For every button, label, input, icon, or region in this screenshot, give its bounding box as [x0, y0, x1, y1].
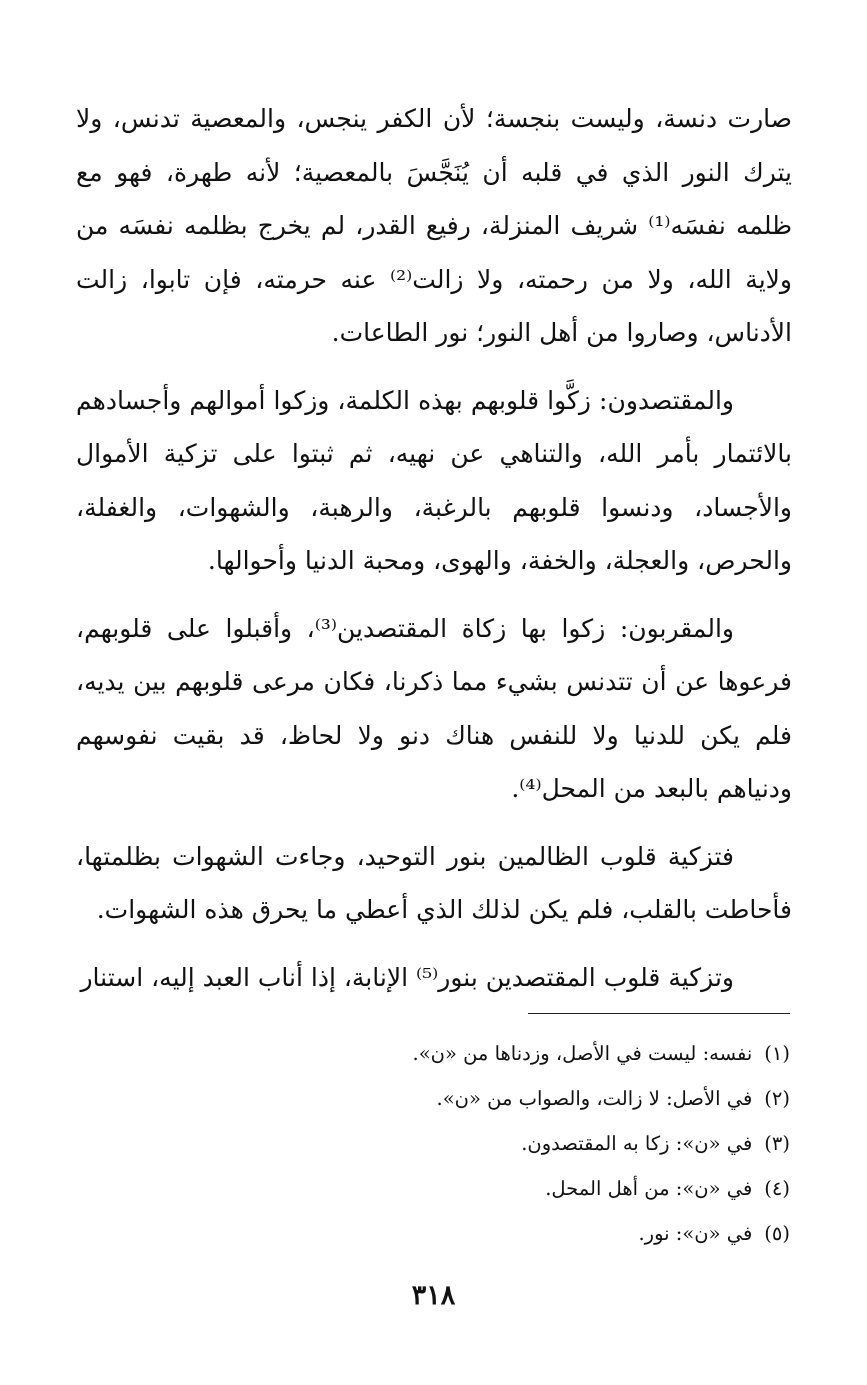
footnote-number: (٤): [764, 1177, 790, 1200]
paragraph-4: فتزكية قلوب الظالمين بنور التوحيد، وجاءت الشهوات بظلمتها، فأحاطت بالقلب، فلم يكن لذلك الذي أعطي ما يحرق هذه الشهوات.: [76, 841, 792, 924]
main-text: [76, 92, 792, 1018]
footnote-text: في «ن»: نور.: [638, 1222, 753, 1245]
footnote-4: [200, 1166, 790, 1211]
footnote-1: [200, 1031, 790, 1076]
footnote-text: في «ن»: من أهل المحل.: [545, 1177, 753, 1200]
footnote-separator: [528, 1013, 790, 1014]
paragraph-5: وتزكية قلوب المقتصدين بنور⁽⁵⁾ الإنابة، إذا أناب العبد إليه، استنار: [80, 962, 734, 992]
footnote-number: (٥): [764, 1222, 790, 1245]
paragraph-2: والمقتصدون: زكَّوا قلوبهم بهذه الكلمة، وزكوا أموالهم وأجسادهم بالائتمار بأمر الله، والتناهي عن نهيه، ثم ثبتوا على تزكية الأموال والأجساد، ودنسوا قلوبهم بالرغبة، والرهبة، والشهوات، والغفلة، والحرص، والعجلة، والخفة، والهوى، ومحبة الدنيا وأحوالها.: [76, 385, 792, 575]
footnote-2: [200, 1076, 790, 1121]
footnote-text: في الأصل: لا زالت، والصواب من «ن».: [436, 1087, 753, 1110]
footnote-5: [200, 1211, 790, 1256]
footnote-number: (٢): [764, 1087, 790, 1110]
page-number: ٣١٨: [411, 1280, 456, 1311]
paragraph-3: والمقربون: زكوا بها زكاة المقتصدين⁽³⁾، وأقبلوا على قلوبهم، فرعوها عن أن تتدنس بشيء مما ذكرنا، فكان مرعى قلوبهم بين يديه، فلم يكن للدنيا ولا للنفس هناك دنو ولا لحاظ، قد بقيت نفوسهم ودنياهم بالبعد من المحل⁽⁴⁾.: [76, 613, 792, 803]
footnote-text: نفسه: ليست في الأصل، وزدناها من «ن».: [412, 1042, 753, 1065]
footnote-text: في «ن»: زكا به المقتصدون.: [521, 1132, 753, 1155]
footnote-number: (٣): [764, 1132, 790, 1155]
footnote-number: (١): [764, 1042, 790, 1065]
footnotes: [200, 1031, 790, 1256]
paragraph-1: صارت دنسة، وليست بنجسة؛ لأن الكفر ينجس، والمعصية تدنس، ولا يترك النور الذي في قلبه أن يُنَجَّسَ بالمعصية؛ لأنه طهرة، فهو مع ظلمه نفسَه⁽¹⁾ شريف المنزلة، رفيع القدر، لم يخرج بظلمه نفسَه من ولاية الله، ولا من رحمته، ولا زالت⁽²⁾ عنه حرمته، فإن تابوا، زالت الأدناس، وصاروا من أهل النور؛ نور الطاعات.: [76, 104, 792, 347]
footnote-3: [200, 1121, 790, 1166]
